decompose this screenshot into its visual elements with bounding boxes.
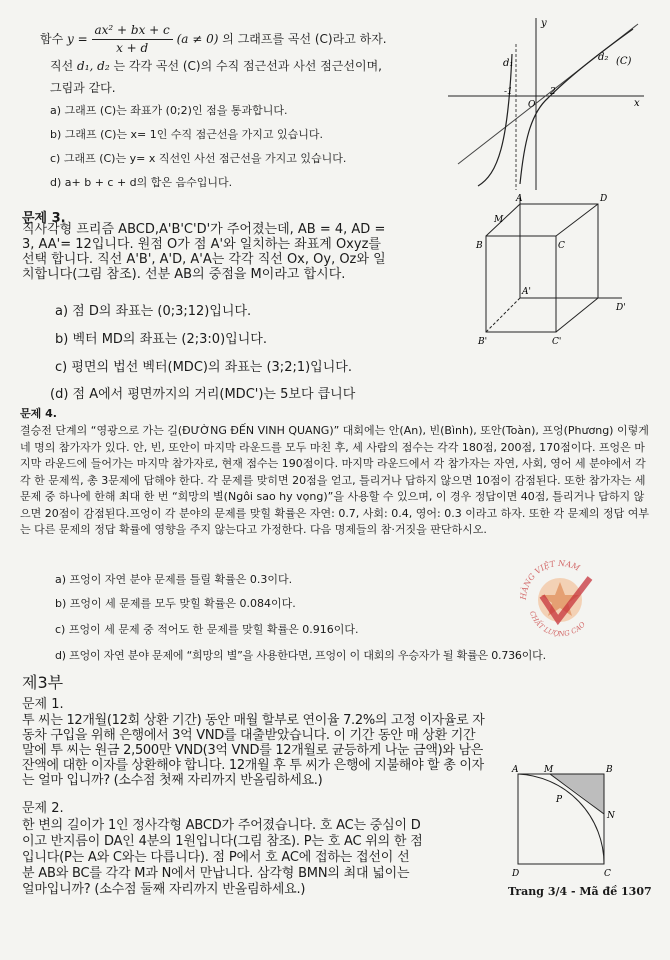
p3-opt-b: b) 벡터 MD의 좌표는 (2;3:0)입니다.	[55, 332, 267, 347]
sq-label-M: M	[544, 765, 554, 775]
function-graph	[448, 14, 648, 190]
part3-q1-l5: 는 얼마 입니까? (소수점 첫째 자리까지 반올림하세요.)	[22, 773, 323, 788]
p3-line1: 직사각형 프리즘 ABCD,A'B'C'D'가 주어졌는데, AB = 4, AD =	[22, 222, 386, 237]
prism-label-Dp: D'	[616, 303, 626, 313]
p4-opt-a: a) 프엉이 자연 분야 문제를 틀릴 확률은 0.3이다.	[55, 573, 293, 586]
p3-line2: 3, AA'= 12입니다. 원점 O가 점 A'와 일치하는 좌표계 Oxyz를	[22, 237, 381, 252]
part3-q2-l4: 분 AB와 BC를 각각 M과 N에서 만납니다. 삼각형 BMN의 최대 넓이는	[22, 866, 410, 881]
graph-label-O: O	[528, 100, 536, 110]
p4-opt-d: d) 프엉이 자연 분야 문제에 “희망의 별”을 사용한다면, 프엉이 이 대회의 우승자가 될 확률은 0.736이다.	[55, 649, 546, 662]
sq-label-B: B	[606, 765, 613, 775]
part3-q1-l3: 말에 투 씨는 원금 2,500만 VND(3억 VND를 12개월로 균등하게 나눈 금액)와 남은	[22, 743, 483, 758]
prism-label-C: C	[558, 241, 565, 251]
prism-label-M: M	[494, 215, 504, 225]
page-footer: Trang 3/4 - Mã đề 1307	[508, 885, 652, 898]
p1-fraction: $\frac{\text{ax² + bx + c}}{x + d}$	[92, 22, 173, 57]
p3-opt-c: c) 평면의 법선 벡터(MDC)의 좌표는 (3;2;1)입니다.	[55, 360, 352, 375]
p4-title: 문제 4.	[20, 407, 57, 420]
part3-q2-title: 문제 2.	[22, 801, 64, 816]
sq-label-A: A	[512, 765, 519, 775]
graph-label-two: 2	[550, 87, 556, 97]
graph-label-d2: d₂	[598, 52, 609, 63]
p3-line4: 치합니다(그림 참조). 선분 AB의 중점을 M이라고 합시다.	[22, 267, 346, 282]
quality-stamp	[512, 550, 608, 646]
part3-heading: 제3부	[22, 673, 64, 692]
graph-label-d1: d₁	[503, 58, 514, 69]
p4-opt-b: b) 프엉이 세 문제를 모두 맞힐 확률은 0.084이다.	[55, 597, 296, 610]
part3-q1-l4: 잔액에 대한 이자를 상환해야 합니다. 12개월 후 투 씨가 은행에 지불해야 할 총 이자	[22, 758, 484, 773]
part3-q1-l1: 투 씨는 12개월(12회 상환 기간) 동안 매월 할부로 연이율 7.2%의 고정 이자율로 자	[22, 713, 485, 728]
prism-label-Bp: B'	[478, 337, 488, 347]
stamp-text-bottom: CHẤT LƯỢNG CAO	[527, 610, 588, 639]
prism-label-B: B	[476, 241, 483, 251]
part3-q2-l2: 이고 반지름이 DA인 4분의 1원입니다(그림 참조). P는 호 AC 위의 한 점	[22, 834, 423, 849]
graph-label-x: x	[634, 98, 640, 109]
p1-line3: 그림과 같다.	[50, 81, 116, 95]
square-figure	[510, 764, 628, 880]
sq-label-D: D	[512, 869, 520, 879]
p3-opt-a: a) 점 D의 좌표는 (0;3;12)입니다.	[55, 304, 252, 319]
sq-label-P: P	[556, 795, 563, 805]
prism-label-A: A	[516, 194, 523, 204]
graph-label-y: y	[541, 18, 547, 29]
part3-q1-title: 문제 1.	[22, 697, 64, 712]
graph-label-C: (C)	[616, 56, 632, 67]
p1-opt-d: d) a+ b + c + d의 합은 음수입니다.	[50, 176, 233, 189]
p1-line1: 함수 y = $\frac{\text{ax² + bx + c}}{x + d}$ (a ≠ 0) 의 그래프를 곡선 (C)라고 하자.	[40, 23, 387, 55]
sq-label-N: N	[607, 811, 615, 821]
p1-line2: 직선 d₁, d₂ 는 각각 곡선 (C)의 수직 점근선과 사선 점근선이며,	[50, 59, 382, 73]
p1-opt-a: a) 그래프 (C)는 좌표가 (0;2)인 점을 통과합니다.	[50, 104, 288, 117]
p3-title: 문제 3.	[22, 211, 66, 226]
p3-line3: 선택 합니다. 직선 A'B', A'D, A'A는 각각 직선 Ox, Oy, Oz와 일	[22, 252, 386, 267]
stamp-text-top: HÀNG VIỆT NAM	[518, 558, 582, 601]
p3-opt-d: (d) 점 A에서 평면까지의 거리(MDC')는 5보다 큽니다	[50, 387, 356, 402]
prism-label-Cp: C'	[552, 337, 562, 347]
p4-text: 결승전 단계의 “영광으로 가는 길(ĐƯỜNG ĐẾN VINH QUANG)” 대회에는 안(An), 빈(Bình), 또안(Toàn), 프엉(Phương) 이렇게 네 명의 참가자가 있다. 안, 빈, 또안이 마지막 라운드를 모두 마친 후, 세 사람의 점수는 각각 180점, 200점, 170점이다. 프엉은 마지막 라운드에 들어가는 마지막 참가자로, 현재 점수는 190점이다. 마지막 라운드에서 각 참가자는 자연, 사회, 영어 세 분야에서 각각 한 문제씩, 총 3문제에 답해야 한다. 각 문제를 맞히면 20점을 얻고, 틀리거나 답하지 않으면 10점이 감점된다. 또한 참가자는 세 문제 중 하나에 한해 최대 한 번 “희망의 별(Ngôi sao hy vọng)”을 사용할 수 있으며, 이 경우 정답이면 40점, 틀리거나 답하지 않으면 20점이 감점된다.프엉이 각 분야의 문제를 맞힐 확률은 자연: 0.7, 사회: 0.4, 영어: 0.3 이라고 하자. 또한 각 문제의 정답 여부는 다른 문제의 정답 확률에 영향을 주지 않는다고 가정한다. 다음 명제들의 참·거짓을 판단하시오.	[20, 424, 650, 536]
p1-opt-c: c) 그래프 (C)는 y= x 직선인 사선 점근선을 가지고 있습니다.	[50, 152, 347, 165]
graph-label-neg1: -1	[504, 87, 513, 97]
prism-back-face	[520, 204, 598, 298]
curve-C	[478, 29, 633, 186]
prism-label-D: D	[600, 194, 608, 204]
p4-opt-c: c) 프엉이 세 문제 중 적어도 한 문제를 맞힐 확률은 0.916이다.	[55, 623, 359, 636]
part3-q1-l2: 동차 구입을 위해 은행에서 3억 VND를 대출받았습니다. 이 기간 동안 매 상환 기간	[22, 728, 476, 743]
prism-front-face	[486, 236, 556, 332]
part3-q2-l3: 입니다(P는 A와 C와는 다릅니다). 점 P에서 호 AC에 접하는 접선이 선	[22, 850, 410, 865]
sq-label-C: C	[604, 869, 611, 879]
prism-figure	[472, 190, 632, 350]
part3-q2-l5: 얼마입니까? (소수점 둘째 자리까지 반올림하세요.)	[22, 882, 306, 897]
prism-label-Ap: A'	[522, 287, 531, 297]
part3-q2-l1: 한 변의 길이가 1인 정사각형 ABCD가 주어졌습니다. 호 AC는 중심이 D	[22, 818, 421, 833]
p1-opt-b: b) 그래프 (C)는 x= 1인 수직 점근선을 가지고 있습니다.	[50, 128, 323, 141]
